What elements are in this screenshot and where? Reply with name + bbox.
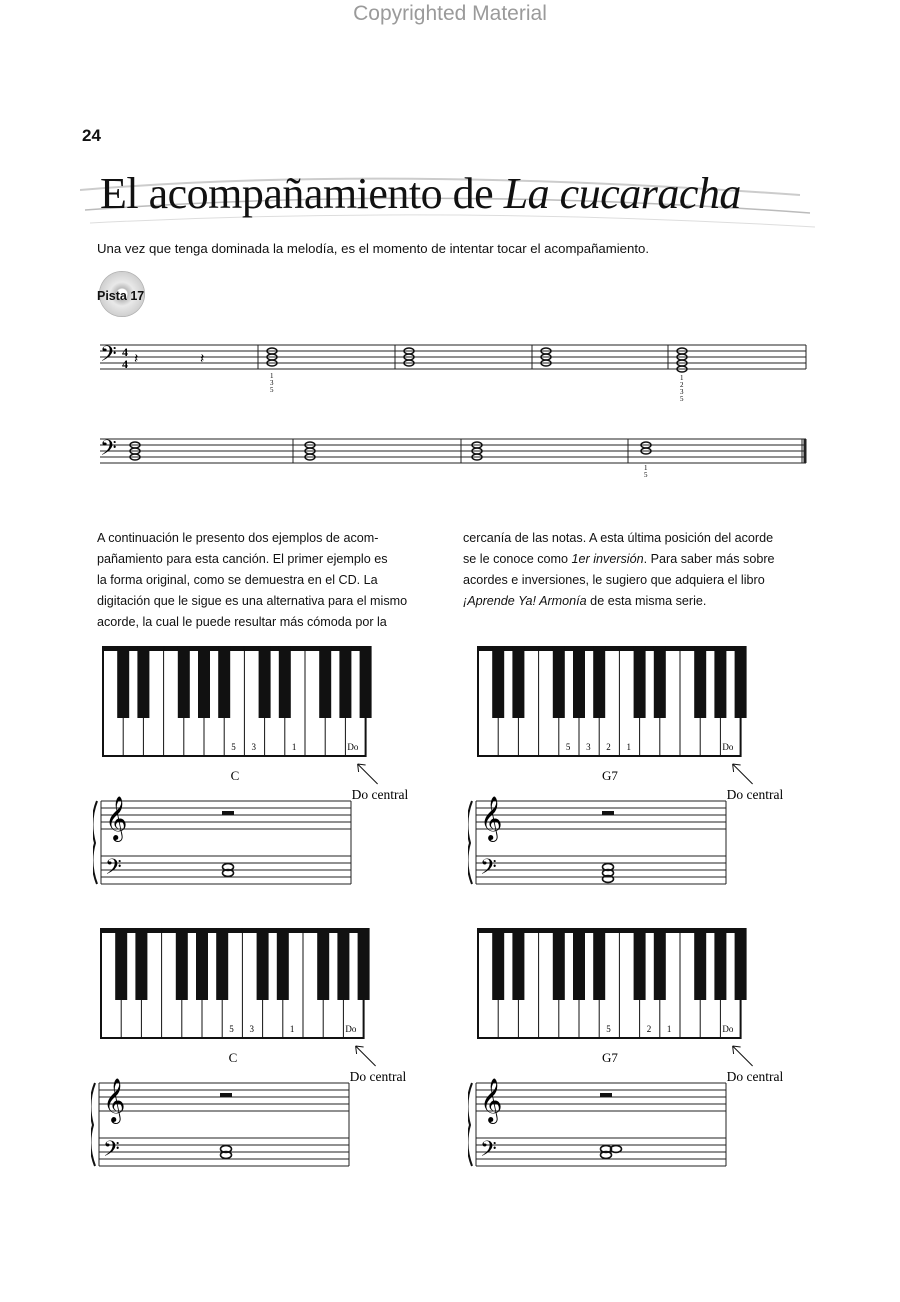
black-key [137, 646, 149, 718]
finger-number: 5 [606, 1024, 611, 1034]
whole-rest-icon [600, 1093, 612, 1097]
grand-staff [468, 1079, 726, 1166]
black-key [339, 646, 351, 718]
black-key [117, 646, 129, 718]
paragraph-line: ¡Aprende Ya! Armonía de esta misma serie. [463, 594, 707, 608]
fingering-number: 1 [270, 372, 274, 380]
arrow-icon [356, 1046, 376, 1066]
black-key [360, 646, 372, 718]
black-key [735, 646, 747, 718]
arrow-icon [733, 764, 753, 784]
black-key [279, 646, 291, 718]
fingering-number: 3 [270, 379, 274, 387]
arrow-icon [733, 1046, 753, 1066]
black-key [654, 646, 666, 718]
finger-number: 2 [606, 742, 611, 752]
chord-name: G7 [602, 1050, 618, 1065]
chord-diagram-2 [468, 646, 798, 906]
paragraph-line: acorde, la cual le puede resultar más cómoda por la [97, 615, 387, 629]
finger-number: 5 [565, 742, 571, 752]
finger-number: 3 [586, 742, 591, 752]
left-paragraph [97, 528, 447, 633]
black-key [735, 928, 747, 1000]
black-key [634, 928, 646, 1000]
brace-icon [93, 801, 97, 884]
grand-staff [91, 1079, 349, 1166]
black-key [593, 646, 605, 718]
fingering-number: 3 [680, 388, 684, 396]
intro-text: Una vez que tenga dominada la melodía, es el momento de intentar tocar el acompañamiento. [97, 241, 650, 256]
staff-system-1 [100, 345, 806, 369]
svg-text:4: 4 [122, 345, 128, 359]
treble-clef-icon: 𝄞 [480, 798, 503, 840]
middle-c-key-label: Do [345, 1024, 357, 1034]
black-key [492, 928, 504, 1000]
black-key [654, 928, 666, 1000]
bass-clef-icon: 𝄢 [100, 436, 117, 465]
finger-number: 1 [666, 1024, 672, 1034]
fingering-number: 1 [680, 374, 684, 382]
fingering-number: 1 [644, 464, 648, 472]
brace-icon [91, 1083, 95, 1166]
treble-clef-icon: 𝄞 [105, 798, 128, 840]
fingering-number: 5 [644, 471, 648, 479]
chord-diagram-3 [91, 928, 421, 1188]
chord-diagram-1 [93, 646, 423, 906]
black-key [135, 928, 147, 1000]
page-number: 24 [82, 126, 101, 145]
whole-rest-icon [220, 1093, 232, 1097]
title-italic-text: La cucaracha [503, 169, 741, 218]
black-key [317, 928, 329, 1000]
finger-number: 3 [251, 742, 256, 752]
finger-number: 5 [231, 742, 236, 752]
black-key [257, 928, 269, 1000]
bass-clef-icon: 𝄢 [105, 855, 122, 884]
black-key [694, 928, 706, 1000]
chord-diagram-4 [468, 928, 798, 1188]
right-paragraph [463, 528, 808, 612]
treble-clef-icon: 𝄞 [480, 1080, 503, 1122]
black-key [115, 928, 127, 1000]
bass-clef-icon: 𝄢 [100, 342, 117, 371]
staff-system-2 [100, 439, 806, 463]
treble-clef-icon: 𝄞 [103, 1080, 126, 1122]
paragraph-line: digitación que le sigue es una alternativa para el mismo [97, 594, 408, 608]
track-label: Pista 17 [97, 289, 145, 303]
finger-number: 3 [249, 1024, 254, 1034]
finger-number: 2 [646, 1024, 652, 1034]
title-main-text: El acompañamiento de [100, 169, 504, 218]
fingering-number: 5 [270, 386, 274, 394]
black-key [593, 928, 605, 1000]
chord-name: G7 [602, 768, 618, 783]
grand-staff [93, 797, 351, 884]
arrow-icon [358, 764, 378, 784]
chord-name: C [230, 768, 240, 783]
black-key [178, 646, 190, 718]
black-key [319, 646, 331, 718]
black-key [634, 646, 646, 718]
black-key [196, 928, 208, 1000]
middle-c-key-label: Do [347, 742, 359, 752]
grand-staff [468, 797, 726, 884]
black-key [337, 928, 349, 1000]
black-key [218, 646, 230, 718]
svg-text:4: 4 [122, 357, 128, 371]
middle-c-label: Do central [349, 1069, 407, 1084]
bass-clef-icon: 𝄢 [480, 855, 497, 884]
brace-icon [468, 801, 472, 884]
copyright-watermark: Copyrighted Material [353, 2, 547, 25]
paragraph-line: se le conoce como 1er inversión. Para saber más sobre [463, 552, 775, 566]
black-key [358, 928, 370, 1000]
fingering-number: 5 [680, 395, 684, 403]
finger-number: 1 [626, 742, 631, 752]
middle-c-key-label: Do [722, 742, 734, 752]
paragraph-line: acordes e inversiones, le sugiero que adquiera el libro [463, 573, 765, 587]
paragraph-line: pañamiento para esta canción. El primer ejemplo es [97, 552, 388, 566]
black-key [512, 928, 524, 1000]
black-key [176, 928, 188, 1000]
middle-c-key-label: Do [722, 1024, 734, 1034]
middle-c-label: Do central [726, 787, 784, 802]
page-title [100, 168, 741, 219]
black-key [714, 928, 726, 1000]
black-key [216, 928, 228, 1000]
finger-number: 1 [289, 1024, 295, 1034]
bass-clef-icon: 𝄢 [103, 1137, 120, 1166]
accompaniment-score [100, 340, 812, 480]
fingering-number: 2 [680, 381, 684, 389]
finger-number: 5 [229, 1024, 234, 1034]
black-key [553, 646, 565, 718]
black-key [277, 928, 289, 1000]
black-key [573, 928, 585, 1000]
black-key [492, 646, 504, 718]
paragraph-line: la forma original, como se demuestra en el CD. La [97, 573, 378, 587]
black-key [512, 646, 524, 718]
finger-number: 1 [291, 742, 297, 752]
middle-c-label: Do central [726, 1069, 784, 1084]
paragraph-line: A continuación le presento dos ejemplos de acom- [97, 531, 379, 545]
whole-rest-icon [602, 811, 614, 815]
black-key [714, 646, 726, 718]
middle-c-label: Do central [351, 787, 409, 802]
black-key [198, 646, 210, 718]
black-key [573, 646, 585, 718]
whole-rest-icon [222, 811, 234, 815]
rest-icon: 𝄽 [200, 352, 205, 367]
brace-icon [468, 1083, 472, 1166]
black-key [694, 646, 706, 718]
rest-icon: 𝄽 [134, 352, 139, 367]
black-key [553, 928, 565, 1000]
black-key [259, 646, 271, 718]
bass-clef-icon: 𝄢 [480, 1137, 497, 1166]
chord-name: C [228, 1050, 238, 1065]
paragraph-line: cercanía de las notas. A esta última posición del acorde [463, 531, 774, 545]
